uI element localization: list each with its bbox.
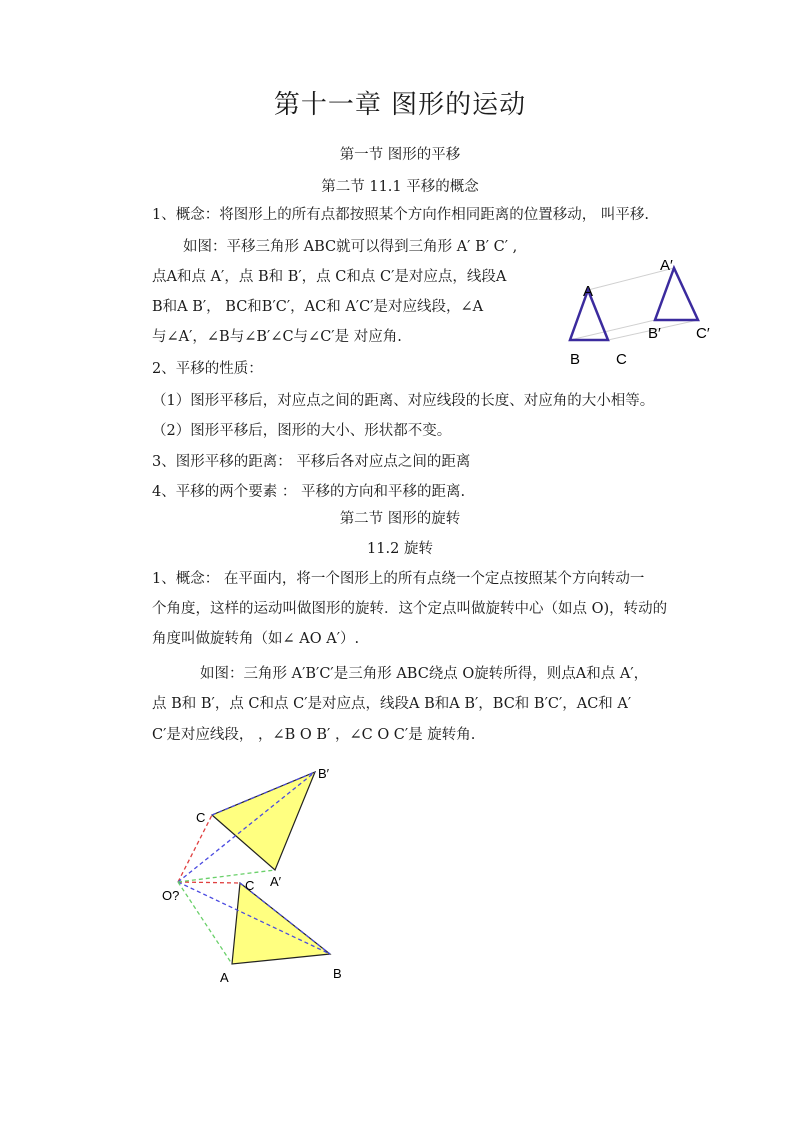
label-b: B — [333, 966, 342, 981]
rotation-concept-line: 个角度，这样的运动叫做图形的旋转．这个定点叫做旋转中心（如点 O)，转动的 — [152, 601, 668, 617]
chapter-title: 第十一章 图形的运动 — [273, 90, 527, 120]
rotation-example-line: C′是对应线段， ，∠B O B′ ，∠C O C′是 旋转角. — [152, 727, 476, 743]
translation-figure — [560, 250, 720, 372]
label-c-prime: C′ — [696, 325, 710, 342]
label-c: C — [245, 878, 255, 893]
label-b-prime: B′ — [648, 325, 661, 342]
triangle-abc-translated — [655, 268, 698, 320]
rotation-figure — [150, 760, 370, 990]
translation-property-1: （1）图形平移后，对应点之间的距离、对应线段的长度、对应角的大小相等。 — [152, 393, 655, 409]
translation-example-line: 如图：平移三角形 ABC就可以得到三角形 A′ B′ C′ , — [183, 239, 518, 255]
subsection-heading-rotation: 11.2 旋转 — [367, 541, 433, 557]
translation-properties-heading: 2、平移的性质： — [152, 361, 263, 377]
subsection-heading-translation: 第二节 11.1 平移的概念 — [321, 179, 479, 195]
translation-example-line: 点A和点 A′，点 B和 B′，点 C和点 C′是对应点，线段A — [152, 269, 507, 285]
section-heading-translation: 第一节 图形的平移 — [339, 147, 461, 163]
rotation-concept-line: 角度叫做旋转角（如∠ AO A′）. — [152, 631, 360, 647]
triangle-rotated — [212, 772, 315, 870]
label-c: C — [616, 351, 627, 368]
label-o: O? — [162, 888, 180, 903]
translation-property-2: （2）图形平移后，图形的大小、形状都不变。 — [152, 423, 452, 439]
dashed-oa-prime — [178, 870, 275, 882]
rotation-example-line: 点 B和 B′，点 C和点 C′是对应点，线段A B和A B′，BC和 B′C′，AC和 A′ — [152, 696, 632, 712]
label-a-prime: A′ — [270, 874, 282, 889]
label-c-prime: C — [196, 810, 206, 825]
label-a: A — [583, 283, 594, 300]
label-b: B — [570, 351, 581, 368]
section-heading-rotation: 第二节 图形的旋转 — [339, 511, 461, 527]
label-a: A — [220, 970, 229, 985]
rotation-example-line: 如图：三角形 A′B′C′是三角形 ABC绕点 O旋转所得，则点A和点 A′， — [200, 666, 649, 682]
label-a-prime: A′ — [660, 257, 673, 274]
dashed-oc-prime — [178, 815, 212, 882]
rotation-concept-line: 1、概念： 在平面内，将一个图形上的所有点绕一个定点按照某个方向转动一 — [152, 571, 645, 587]
translation-example-line: 与∠A′，∠B与∠B′∠C与∠C′是 对应角. — [152, 329, 402, 345]
triangle-original — [232, 883, 330, 964]
translation-distance: 3、图形平移的距离： 平移后各对应点之间的距离 — [152, 454, 471, 470]
translation-elements: 4、平移的两个要素 ： 平移的方向和平移的距离. — [152, 484, 466, 500]
translation-concept: 1、概念：将图形上的所有点都按照某个方向作相同距离的位置移动， 叫平移. — [152, 207, 649, 223]
dashed-ob-prime — [178, 772, 315, 882]
translation-example-line: B和A B′， BC和B′C′，AC和 A′C′是对应线段，∠A — [152, 299, 484, 315]
label-b-prime: B′ — [318, 766, 330, 781]
correspondence-line — [570, 320, 655, 340]
dashed-oc — [178, 882, 240, 883]
